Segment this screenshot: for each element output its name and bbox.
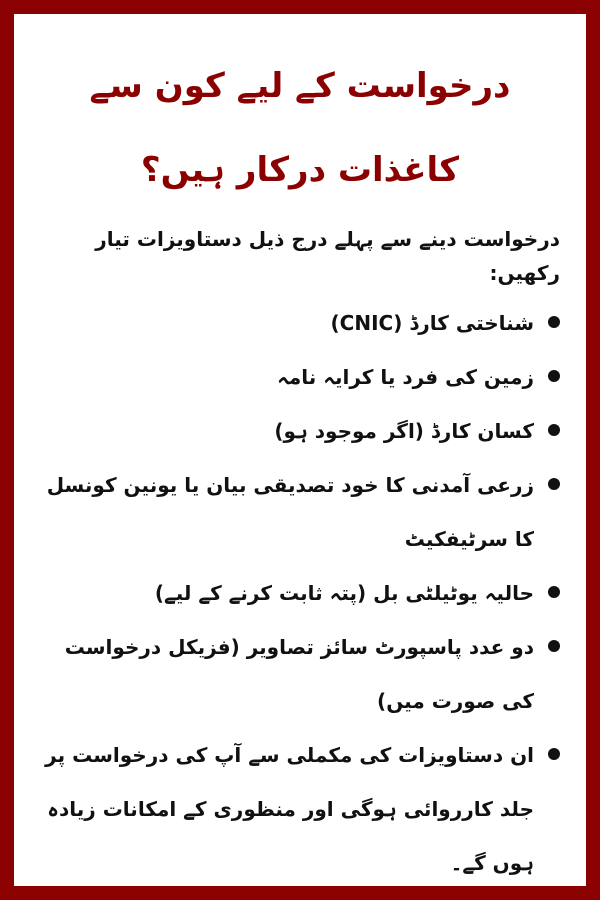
document-card — [14, 14, 586, 886]
list-item-text: زمین کی فرد یا کرایہ نامہ — [277, 365, 534, 389]
list-item-text: زرعی آمدنی کا خود تصدیقی بیان یا یونین کونسل کا سرٹیفکیٹ — [46, 473, 534, 551]
list-item-text: کسان کارڈ (اگر موجود ہو) — [274, 419, 534, 443]
page-title: درخواست کے لیے کون سے کاغذات درکار ہیں؟ — [89, 66, 511, 190]
bullet-icon — [548, 478, 560, 490]
list-item-text: شناختی کارڈ (CNIC) — [330, 311, 534, 335]
bullet-icon — [548, 748, 560, 760]
intro-text: درخواست دینے سے پہلے درج ذیل دستاویزات تیار رکھیں: — [95, 227, 560, 285]
list-item — [44, 728, 560, 890]
document-list — [44, 296, 560, 890]
bullet-icon — [548, 640, 560, 652]
list-item — [44, 350, 560, 404]
bullet-icon — [548, 586, 560, 598]
bullet-icon — [548, 370, 560, 382]
list-item — [44, 620, 560, 728]
list-item — [44, 566, 560, 620]
list-item-text: دو عدد پاسپورٹ سائز تصاویر (فزیکل درخواست کی صورت میں) — [64, 635, 534, 713]
list-item-text: ان دستاویزات کی مکملی سے آپ کی درخواست پر جلد کارروائی ہوگی اور منظوری کے امکانات زیادہ ہوں گے۔ — [45, 743, 534, 875]
list-item — [44, 296, 560, 350]
list-item — [44, 458, 560, 566]
bullet-icon — [548, 424, 560, 436]
bullet-icon — [548, 316, 560, 328]
list-item — [44, 404, 560, 458]
list-item-text: حالیہ یوٹیلٹی بل (پتہ ثابت کرنے کے لیے) — [154, 581, 534, 605]
